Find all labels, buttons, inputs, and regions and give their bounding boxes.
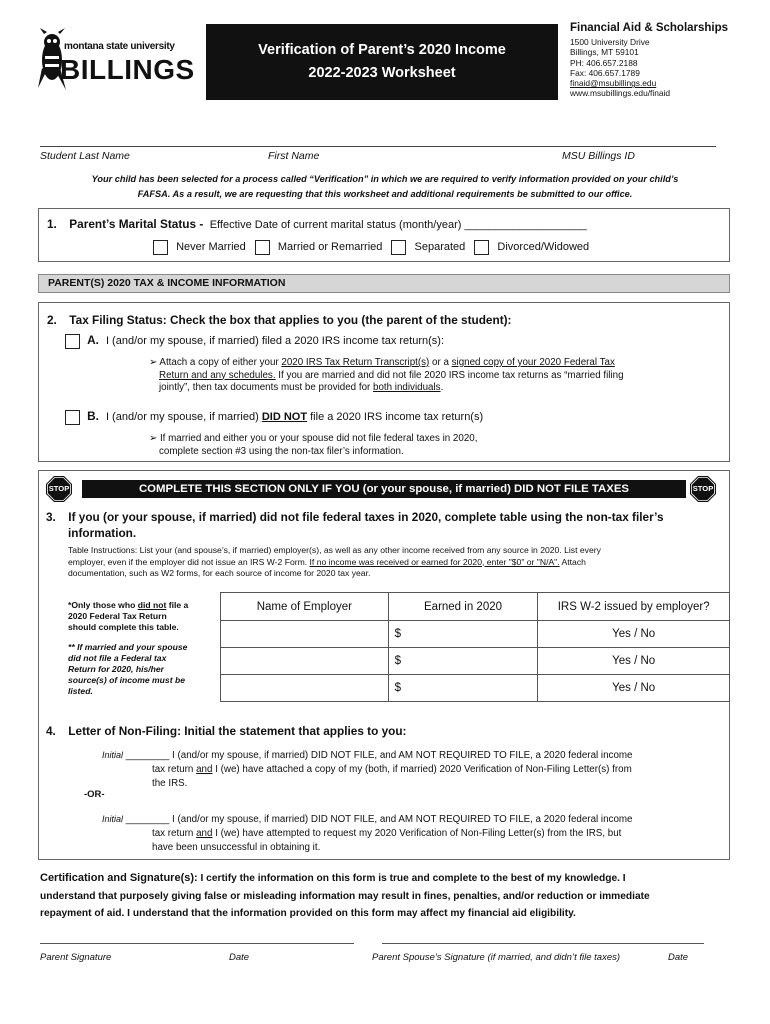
w2-cell[interactable]: Yes / No: [538, 648, 730, 675]
office-name: Financial Aid & Scholarships: [570, 22, 729, 34]
opt1-line3: the IRS.: [152, 778, 188, 789]
section1-title: Parent’s Marital Status -: [69, 217, 204, 231]
divorced-label: Divorced/Widowed: [497, 241, 590, 254]
instr-line2-post: Attach: [559, 556, 586, 567]
divorced-checkbox[interactable]: [474, 240, 489, 255]
office-address1: 1500 University Drive: [570, 37, 650, 47]
w2-cell[interactable]: Yes / No: [538, 621, 730, 648]
b-bullet-line2: complete section #3 using the non-tax filer’s information.: [159, 445, 404, 457]
opt1-line1[interactable]: ________ I (and/or my spouse, if married) DID NOT FILE, and AM NOT REQUIRED TO FILE, a 2020 federal income: [125, 750, 633, 761]
opt2-and: and: [196, 828, 213, 839]
verification-notice: [40, 172, 730, 201]
did-not-emphasis: DID NOT: [261, 411, 308, 423]
married-checkbox[interactable]: [255, 240, 270, 255]
never-married-checkbox[interactable]: [153, 240, 168, 255]
msu-id-label: MSU Billings ID: [562, 150, 635, 162]
opt1-l2-post: I (we) have attached a copy of my (both, if married) 2020 Verification of Non-Filing Letter(s) from: [212, 764, 632, 775]
transcript-link: 2020 IRS Tax Return Transcript(s): [281, 357, 430, 368]
note1-post: file a: [166, 600, 189, 610]
header-w2: IRS W-2 issued by employer?: [538, 593, 730, 621]
spouse-signature-line[interactable]: [382, 943, 704, 944]
student-last-name-label: Student Last Name: [40, 150, 130, 162]
earned-cell[interactable]: $: [388, 648, 538, 675]
office-fax: Fax: 406.657.1789: [570, 67, 640, 78]
office-address2: Billings, MT 59101: [570, 47, 639, 58]
section1-number: 1.: [47, 217, 57, 231]
note1-did-not: did not: [137, 600, 167, 610]
a-bullet-end: .: [440, 382, 444, 393]
opt2-line3: have been unsuccessful in obtaining it.: [152, 842, 321, 853]
option-b-letter: B.: [87, 409, 99, 423]
student-info-line[interactable]: [40, 146, 716, 147]
opt2-l2-post: I (we) have attempted to request my 2020 Verification of Non-Filing Letter(s) from the IRS, but: [212, 828, 622, 839]
effective-date-field[interactable]: Effective Date of current marital status (month/year) ____________________: [209, 219, 587, 231]
office-email-link[interactable]: finaid@msubillings.edu: [570, 78, 657, 89]
or-separator: -OR-: [84, 789, 105, 800]
note2-line1: ** If married and your spouse: [68, 641, 188, 652]
section3-number: 3.: [46, 510, 56, 524]
office-phone: PH: 406.657.2188: [570, 57, 638, 68]
option-a-letter: A.: [87, 333, 99, 347]
instr-zero-income-note: If no income was received or earned for 2020, enter "$0" or "N/A".: [309, 556, 560, 567]
header-employer: Name of Employer: [221, 593, 389, 621]
stop-sign-right-text: STOP: [692, 484, 714, 493]
tax-info-banner: PARENT(S) 2020 TAX & INCOME INFORMATION: [38, 274, 730, 293]
instr-line1: Table Instructions: List your (and spouse’s, if married) employer(s), as well as any other income received from any source in 2020. List every: [68, 545, 601, 555]
section3-title2: information.: [68, 526, 137, 540]
bullet-arrow-icon: ➢: [149, 433, 158, 444]
header-earned: Earned in 2020: [388, 593, 538, 621]
notice-line1: Your child has been selected for a process called “Verification” in which we are required to verify information provided on your child’s: [91, 174, 679, 184]
section4-title: Letter of Non-Filing: Initial the statement that applies to you:: [68, 724, 407, 738]
note1-pre: *Only those who: [68, 600, 138, 610]
employer-table: [220, 592, 730, 702]
option-a-text: I (and/or my spouse, if married) filed a 2020 IRS income tax return(s):: [105, 335, 445, 347]
note2-line3: Return for 2020, his/her: [68, 664, 164, 675]
a-bullet-line3: jointly”, then tax documents must be provided for: [159, 382, 374, 393]
note2-line2: did not file a Federal tax: [68, 652, 167, 663]
parent-signature-line[interactable]: [40, 943, 354, 944]
signed-copy-link: signed copy of your 2020 Federal Tax: [451, 357, 615, 368]
option-b-pre: I (and/or my spouse, if married): [105, 411, 262, 423]
table-row: [221, 621, 730, 648]
initial-label-1: Initial: [102, 750, 124, 760]
cert-lead: Certification and Signature(s):: [40, 872, 198, 884]
separated-label: Separated: [414, 241, 466, 254]
cert-line2: understand that purposely giving false or misleading information may result in fines, penalties, and/or reduction or immediate: [40, 890, 650, 902]
note1-line3: should complete this table.: [68, 622, 179, 633]
opt1-and: and: [196, 764, 213, 775]
opt1-l2-pre: tax return: [152, 764, 197, 775]
married-label: Married or Remarried: [277, 241, 383, 254]
initial-label-2: Initial: [102, 814, 124, 824]
cert-line3: repayment of aid. I understand that the information provided on this form may affect my financial aid eligibility.: [40, 908, 576, 919]
opt2-line1[interactable]: ________ I (and/or my spouse, if married) DID NOT FILE, and AM NOT REQUIRED TO FILE, a 2020 federal income: [125, 814, 633, 825]
section4-number: 4.: [46, 724, 56, 738]
earned-cell[interactable]: $: [388, 621, 538, 648]
form-title-line2: 2022-2023 Worksheet: [308, 65, 456, 81]
first-name-label: First Name: [268, 150, 320, 162]
office-web[interactable]: www.msubillings.edu/finaid: [570, 88, 671, 99]
w2-cell[interactable]: Yes / No: [538, 675, 730, 702]
a-bullet-pre: Attach a copy of either your: [159, 357, 282, 368]
table-row: [221, 648, 730, 675]
section2-title: Tax Filing Status: Check the box that applies to you (the parent of the student):: [69, 313, 512, 327]
stop-sign-left-text: STOP: [48, 484, 70, 493]
table-row: [221, 675, 730, 702]
section1-box: [38, 208, 730, 262]
option-b-post: file a 2020 IRS income tax return(s): [307, 411, 484, 423]
return-schedules-link: Return and any schedules.: [159, 369, 276, 381]
form-title: [206, 24, 558, 100]
instr-line3: documentation, such as W2 forms, for each source of income for 2020 tax year.: [68, 568, 371, 578]
both-individuals-link: both individuals: [373, 382, 441, 393]
note2-line5: listed.: [68, 686, 93, 697]
note1-line2: 2020 Federal Tax Return: [68, 611, 167, 622]
employer-cell[interactable]: [221, 648, 389, 675]
parent-signature-label: Parent Signature: [40, 952, 112, 963]
section3-title1: If you (or your spouse, if married) did not file federal taxes in 2020, complete table using the non-tax filer’s: [68, 510, 664, 524]
option-a-checkbox[interactable]: [65, 334, 80, 349]
form-title-line1: Verification of Parent’s 2020 Income: [258, 42, 506, 58]
earned-cell[interactable]: $: [388, 675, 538, 702]
office-contact: [570, 22, 766, 99]
spouse-signature-label: Parent Spouse’s Signature (if married, and didn’t file taxes): [372, 952, 621, 963]
parent-date-label: Date: [229, 952, 250, 963]
spouse-date-label: Date: [668, 952, 689, 963]
never-married-label: Never Married: [176, 241, 246, 254]
table-header-row: [221, 593, 730, 621]
employer-cell[interactable]: [221, 675, 389, 702]
b-bullet-line1: If married and either you or your spouse did not file federal taxes in 2020,: [159, 433, 478, 444]
notice-line2: FAFSA. As a result, we are requesting that this worksheet and additional requirements be submitted to our office.: [137, 188, 633, 199]
opt2-l2-pre: tax return: [152, 828, 197, 839]
logo-university-name: montana state university: [64, 41, 175, 52]
non-filer-banner: COMPLETE THIS SECTION ONLY IF YOU (or your spouse, if married) DID NOT FILE TAXES: [82, 480, 686, 498]
note2-line4: source(s) of income must be: [68, 675, 185, 686]
section2-number: 2.: [47, 313, 57, 327]
employer-cell[interactable]: [221, 621, 389, 648]
section2-box: [38, 302, 730, 462]
separated-checkbox[interactable]: [391, 240, 406, 255]
bullet-arrow-icon: ➢: [149, 357, 158, 368]
logo-billings: BILLINGS: [60, 54, 195, 85]
a-bullet-mid: or a: [429, 357, 452, 368]
a-bullet-line2: If you are married and did not file 2020 IRS income tax returns as “married filing: [275, 369, 624, 381]
option-b-checkbox[interactable]: [65, 410, 80, 425]
instr-line2-pre: employer, even if the employer did not issue an IRS W-2 Form.: [68, 556, 310, 567]
cert-line1: I certify the information on this form is true and complete to the best of my knowledge. I: [197, 873, 626, 884]
